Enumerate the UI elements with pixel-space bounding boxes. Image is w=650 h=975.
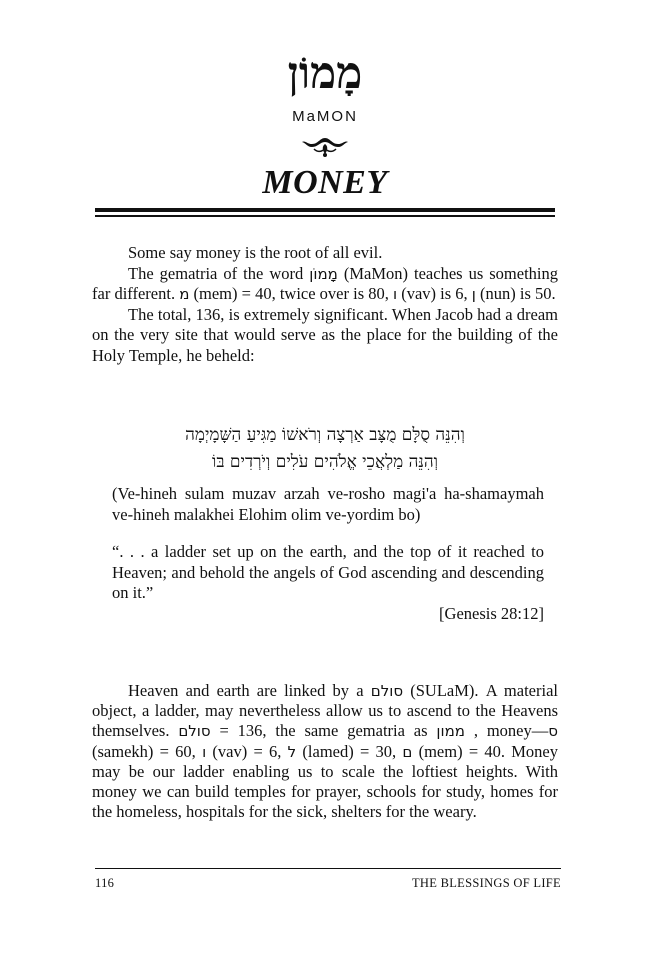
page-title: MONEY bbox=[262, 164, 388, 201]
title-rule-thick bbox=[95, 208, 555, 212]
verse-line-1: וְהִנֵּה סֻלָּם מֻצָּב אַרְצָה וְרֹאשׁוֹ מַגִּיעַ הַשָּׁמָיְמָה bbox=[185, 425, 465, 445]
verse-transliteration-block bbox=[112, 484, 544, 525]
conclusion-paragraph bbox=[92, 681, 558, 822]
text-run: Heaven and earth are linked by a bbox=[128, 681, 371, 700]
footer-rule bbox=[95, 868, 561, 869]
transliteration-label: MaMON bbox=[292, 108, 358, 125]
text-run: (SULaM). A material object, a ladder, may nevertheless allow us to ascend to the Heavens themselves. bbox=[92, 681, 558, 741]
text-run: , money— bbox=[464, 721, 549, 741]
text-run: (nun) is 50. bbox=[475, 284, 556, 303]
text-run: = 136, the same gematria as bbox=[210, 721, 437, 741]
hebrew-word: ממון bbox=[436, 722, 465, 741]
intro-paragraph-2 bbox=[92, 264, 558, 305]
text-run: (samekh) = 60, bbox=[92, 741, 203, 761]
title-rule-thin bbox=[95, 215, 555, 217]
hebrew-letter: ם bbox=[402, 742, 413, 761]
verse-translation: “. . . a ladder set up on the earth, and the top of it reached to Heaven; and behold the angels of God ascending and descending on it.” bbox=[112, 542, 544, 602]
running-title: THE BLESSINGS OF LIFE bbox=[411, 876, 561, 890]
verse-transliteration: (Ve-hineh sulam muzav arzah ve-rosho magi'a ha-shamaymah ve-hineh malakhei Elohim olim ve-yordim bo) bbox=[112, 484, 544, 524]
conclusion-section bbox=[92, 681, 558, 822]
hebrew-verse bbox=[92, 422, 558, 476]
hebrew-letter: מ bbox=[179, 285, 190, 303]
hebrew-title: מָמוֹן bbox=[287, 48, 363, 99]
hebrew-letter: ו bbox=[202, 742, 207, 761]
text-run: (lamed) = 30, bbox=[296, 741, 403, 761]
hebrew-word: מָמוֹן bbox=[309, 264, 338, 283]
ornament-flourish-icon bbox=[300, 134, 350, 158]
hebrew-letter: ס bbox=[548, 722, 558, 741]
verse-citation: [Genesis 28:12] bbox=[439, 603, 544, 623]
intro-paragraph-3: The total, 136, is extremely significant. When Jacob had a dream on the very site that would serve as the place for the building of the Holy Temple, he beheld: bbox=[92, 304, 558, 365]
intro-section bbox=[92, 243, 558, 366]
hebrew-word: סולם bbox=[370, 682, 404, 700]
intro-paragraph-1: Some say money is the root of all evil. bbox=[128, 243, 383, 262]
text-run: (mem) = 40, twice over is 80, bbox=[189, 284, 393, 303]
hebrew-letter: ן bbox=[471, 285, 476, 303]
verse-translation-block bbox=[112, 542, 544, 624]
hebrew-letter: ו bbox=[393, 285, 398, 303]
hebrew-letter: ל bbox=[287, 742, 297, 761]
page-number: 116 bbox=[95, 876, 115, 890]
text-run: The gematria of the word bbox=[128, 263, 310, 283]
text-run: (vav) is 6, bbox=[397, 284, 472, 303]
text-run: (vav) = 6, bbox=[206, 741, 288, 761]
hebrew-word: סולם bbox=[178, 722, 211, 741]
text-run: (MaMon) teaches us something far different. bbox=[92, 263, 559, 303]
text-run: (mem) = 40. Money may be our ladder enabling us to scale the loftiest heights. With money we can build temples for prayer, schools for study, homes for the homeless, hospitals for the sick, shelters for the weary. bbox=[92, 741, 558, 822]
verse-line-2: וְהִנֵּה מַלְאֲכֵי אֱלֹהִים עֹלִים וְיֹרְדִים בּוֹ bbox=[211, 452, 439, 472]
